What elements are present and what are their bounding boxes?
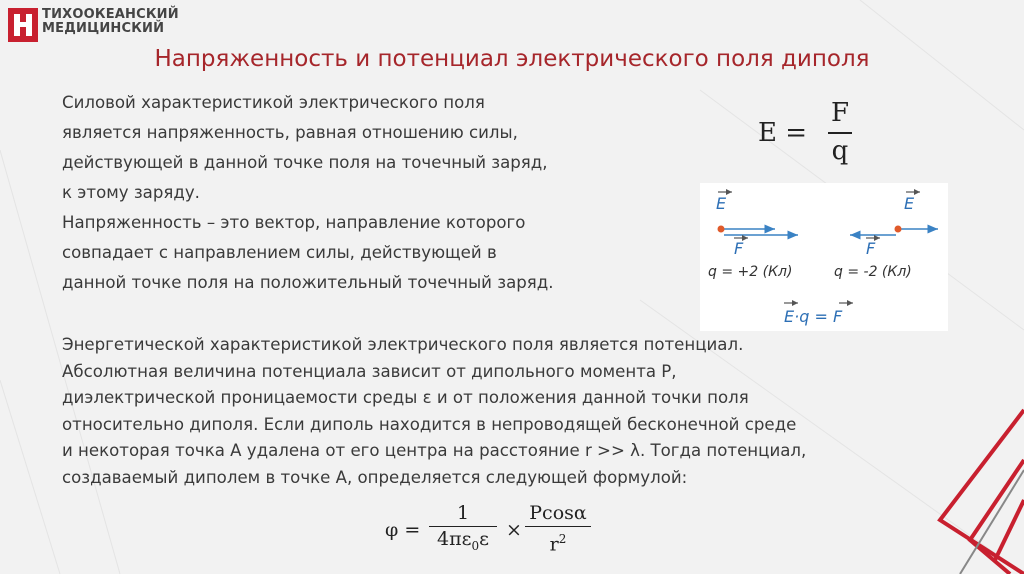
vector-diagram-svg	[700, 183, 948, 331]
formula-denominator: q	[831, 136, 849, 166]
relation-E: E	[784, 307, 795, 326]
den1-main: 4πε	[437, 528, 472, 550]
text-line: создаваемый диполем в точке А, определяется следующей формулой:	[62, 467, 688, 487]
relation-equals: =	[809, 307, 833, 326]
formula-phi: φ =	[385, 519, 421, 541]
slide-title: Напряженность и потенциал электрического поля диполя	[154, 46, 870, 72]
text-line: Напряженность – это вектор, направление которого	[62, 213, 526, 232]
vector-diagram	[700, 183, 948, 331]
fraction-2-denominator	[525, 528, 591, 555]
relation-dot: ·	[794, 307, 800, 326]
den2-superscript: 2	[558, 532, 567, 546]
text-line: действующей в данной точке поля на точечный заряд,	[62, 153, 548, 172]
label-F-right: F	[866, 239, 876, 258]
formula-times: ×	[506, 519, 522, 541]
formula-potential	[385, 502, 595, 562]
logo	[8, 6, 188, 46]
text-line: Абсолютная величина потенциала зависит от дипольного момента Р,	[62, 361, 677, 381]
label-q-negative: q = -2 (Кл)	[834, 264, 912, 280]
formula-lhs	[758, 118, 807, 148]
fraction-1	[429, 502, 497, 557]
label-F-left: F	[734, 239, 744, 258]
text-line: относительно диполя. Если диполь находится в непроводящей бесконечной среде	[62, 414, 797, 434]
paragraph-potential	[62, 332, 962, 491]
fraction-2-numerator: Pcosα	[529, 502, 587, 524]
fraction-bar	[525, 526, 591, 527]
text-line: Силовой характеристикой электрического поля	[62, 93, 485, 112]
relation-q: q	[799, 307, 810, 326]
den1-subscript: 0	[471, 538, 480, 553]
charge-positive	[718, 226, 725, 233]
formula-field-strength	[758, 98, 868, 178]
relation-formula	[784, 307, 843, 326]
text-line: диэлектрической проницаемости среды ε и от положения данной точки поля	[62, 388, 749, 407]
text-line: является напряженность, равная отношению силы,	[62, 123, 518, 142]
logo-line-2: МЕДИЦИНСКИЙ	[42, 21, 165, 36]
paragraph-strength	[62, 88, 682, 298]
text-line: к этому заряду.	[62, 183, 200, 202]
formula-fraction	[828, 98, 852, 166]
text-line: совпадает с направлением силы, действующей в	[62, 243, 497, 262]
logo-text	[42, 8, 179, 36]
text-line: и некоторая точка А удалена от его центра на расстояние r >> λ. Тогда потенциал,	[62, 441, 807, 460]
fraction-1-denominator	[429, 528, 497, 557]
label-q-positive: q = +2 (Кл)	[708, 264, 793, 280]
logo-mark-icon	[8, 8, 38, 42]
relation-F: F	[832, 307, 843, 326]
label-E-right: E	[904, 194, 915, 213]
label-E-left: E	[716, 194, 727, 213]
fraction-2	[525, 502, 591, 555]
charge-negative	[895, 226, 902, 233]
logo-line-1: ТИХООКЕАНСКИЙ	[42, 7, 179, 22]
formula-equals: =	[785, 118, 808, 148]
formula-E: E	[758, 118, 777, 148]
fraction-bar	[828, 132, 852, 134]
formula-numerator: F	[830, 98, 850, 128]
den1-epsilon: ε	[479, 528, 489, 550]
fraction-1-numerator: 1	[456, 502, 470, 524]
fraction-bar	[429, 526, 497, 527]
text-line: Энергетической характеристикой электрического поля является потенциал.	[62, 335, 744, 354]
text-line: данной точке поля на положительный точечный заряд.	[62, 273, 554, 292]
den2-r: r	[549, 533, 559, 556]
